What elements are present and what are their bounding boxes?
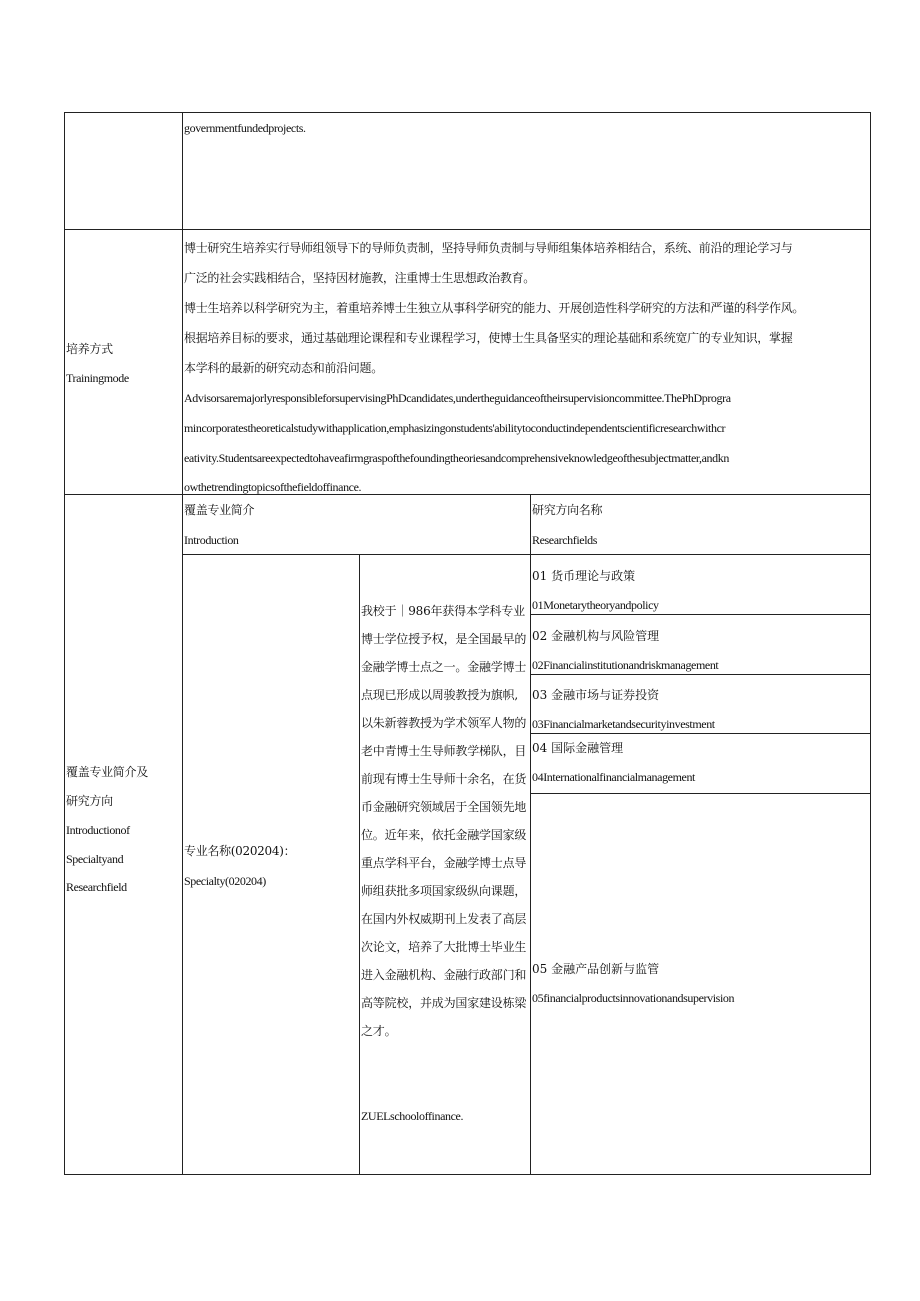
training-line-3: 博士生培养以科学研究为主，着重培养博士生独立从事科学研究的能力、开展创造性科学研究的方法和严谨的科学作风。 bbox=[184, 301, 805, 315]
research-field-2-cn: 02 金融机构与风险管理 bbox=[532, 629, 660, 643]
training-line-2: 广泛的社会实践相结合，坚持因材施教，注重博士生思想政治教育。 bbox=[184, 271, 536, 285]
research-field-2-en: 02Financialinstitutionandriskmanagement bbox=[532, 658, 719, 672]
research-field-4-cn: 04 国际金融管理 bbox=[532, 741, 624, 755]
coverage-label-line-5: Researchfield bbox=[66, 880, 127, 894]
coverage-label-line-2: 研究方向 bbox=[66, 794, 113, 808]
training-line-7: mincorporatestheoreticalstudywithapplication,emphasizingonstudents'abilitytoconductindependentscientificresearchwithcr bbox=[184, 421, 726, 435]
research-field-3-cn: 03 金融市场与证券投资 bbox=[532, 688, 660, 702]
research-field-1-cn: 01 货币理论与政策 bbox=[532, 569, 636, 583]
specialty-name-en: Specialty(020204) bbox=[184, 874, 266, 888]
research-field-4-en: 04Internationalfinancialmanagement bbox=[532, 770, 695, 784]
training-line-1: 博士研究生培养实行导师组领导下的导师负责制，坚持导师负责制与导师组集体培养相结合，系统、前沿的理论学习与 bbox=[184, 241, 793, 255]
intro-header-en: Introduction bbox=[184, 533, 239, 547]
coverage-label-line-4: Specialtyand bbox=[66, 852, 124, 866]
training-label-en: Trainingmode bbox=[66, 371, 129, 385]
training-line-4: 根据培养目标的要求，通过基础理论课程和专业课程学习，使博士生具备坚实的理论基础和系统宽广的专业知识，掌握 bbox=[184, 331, 793, 345]
training-label-cn: 培养方式 bbox=[66, 342, 113, 356]
specialty-description-en: ZUELschooloffinance. bbox=[361, 1109, 464, 1123]
research-field-3-en: 03Financialmarketandsecurityinvestment bbox=[532, 717, 715, 731]
row1-content-text: governmentfundedprojects. bbox=[184, 121, 306, 135]
coverage-label-line-3: Introductionof bbox=[66, 823, 130, 837]
training-line-9: owthetrendingtopicsofthefieldoffinance. bbox=[184, 480, 362, 494]
fields-header-cn: 研究方向名称 bbox=[532, 503, 603, 517]
row1-label-cell bbox=[64, 112, 183, 230]
training-line-6: AdvisorsaremajorlyresponsibleforsupervisingPhDcandidates,undertheguidanceoftheirsupervisioncommittee.ThePhDprogra bbox=[184, 391, 731, 405]
research-field-5-en: 05financialproductsinnovationandsupervision bbox=[532, 991, 735, 1005]
research-field-1-en: 01Monetarytheoryandpolicy bbox=[532, 598, 659, 612]
training-line-5: 本学科的最新的研究动态和前沿问题。 bbox=[184, 361, 383, 375]
training-line-8: eativity.Studentsareexpectedtohaveafirmgraspofthefoundingtheoriesandcomprehensiveknowledgeofthesubjectmatter,andkn bbox=[184, 451, 729, 465]
specialty-name-cn: 专业名称(020204)： bbox=[184, 844, 296, 858]
specialty-description: 我校于｜986年获得本学科专业博士学位授予权，是全国最早的金融学博士点之一。金融学博士点现已形成以周骏教授为旗帜,以朱新蓉教授为学术领军人物的老中青博士生导师教学梯队，目前现有博士生导师十余名，在货币金融研究领域居于全国领先地位。近年来，依托金融学国家级重点学科平台，金融学博士点导师组获批多项国家级纵向课题，在国内外权威期刊上发表了高层次论文，培养了大批博士毕业生进入金融机构、金融行政部门和高等院校，并成为国家建设栋梁之才。 bbox=[361, 604, 527, 1038]
research-field-5-cn: 05 金融产品创新与监管 bbox=[532, 962, 660, 976]
intro-header-cn: 覆盖专业简介 bbox=[184, 503, 255, 517]
coverage-label-line-1: 覆盖专业简介及 bbox=[66, 765, 148, 779]
fields-header-en: Researchfields bbox=[532, 533, 598, 547]
